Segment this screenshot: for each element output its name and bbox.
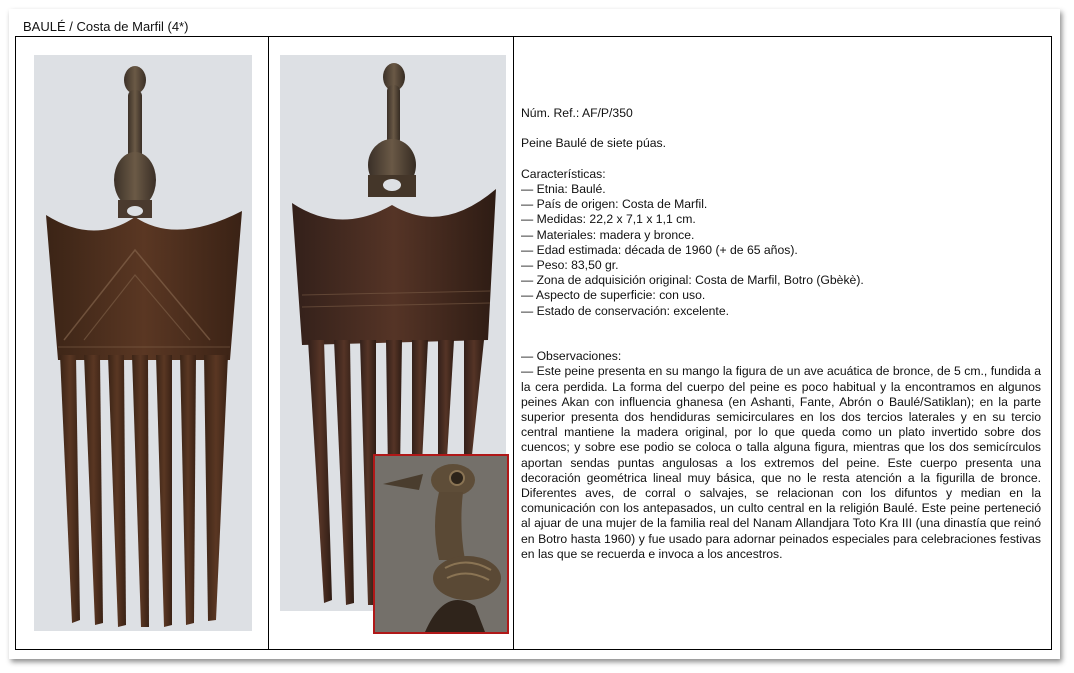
feature-item: — Medidas: 22,2 x 7,1 x 1,1 cm.	[521, 212, 696, 227]
item-name: Peine Baulé de siete púas.	[521, 136, 667, 151]
description-panel	[521, 106, 1041, 562]
feature-item: — Zona de adquisición original: Costa de Marfil, Botro (Gbèkè).	[521, 273, 864, 288]
features-heading: Características:	[521, 166, 606, 181]
column-divider	[513, 37, 514, 649]
feature-item: — Estado de conservación: excelente.	[521, 303, 729, 318]
comb-front-photo	[34, 55, 252, 631]
feature-item: — País de origen: Costa de Marfil.	[521, 197, 708, 212]
bird-detail-photo	[373, 454, 509, 634]
page-title: BAULÉ / Costa de Marfil (4*)	[23, 19, 189, 34]
feature-item: — Edad estimada: década de 1960 (+ de 65 años).	[521, 242, 798, 257]
feature-item: — Aspecto de superficie: con uso.	[521, 288, 706, 303]
bronze-bird-illustration	[375, 456, 507, 632]
observations-heading: — Observaciones:	[521, 349, 622, 364]
observations-text: — Este peine presenta en su mango la figura de un ave acuática de bronce, de 5 cm., fundida a la cera perdida. La forma del cuerpo del peine es poco habitual y la encontramos en algunos peines Akan con influencia ghanesa (en Ashanti, Fante, Abrón o Baulé/Satiklan); en la parte superior presenta dos hendiduras semicirculares en los dos tercios laterales y en su tercio central mantiene la madera original, por lo que queda como un plato invertido sobre dos cuencos; y sobre ese podio se coloca o talla alguna figura, mientras que los dos semicírculos aportan sendas puntas angulosas a los extremos del peine. Este cuerpo presenta una decoración geométrica lineal muy básica, que no le resta atención a la figurilla de bronce. Diferentes aves, de corral o salvajes, se relacionan con los difuntos y median en la comunicación con los antepasados, un culto central en la religión Baulé. Este peine perteneció al ajuar de una mujer de la familia real del Nanam Allandjara Toto Kra III (una dinastía que reinó en Botro hasta 1960) y fue usado para adornar peinados especiales para celebraciones festivas en las que se recuerda e invoca a los ancestros.	[521, 364, 1041, 561]
reference-number: Núm. Ref.: AF/P/350	[521, 106, 633, 120]
column-divider	[268, 37, 269, 649]
feature-item: — Peso: 83,50 gr.	[521, 258, 619, 272]
comb-front-illustration	[34, 55, 252, 631]
feature-item: — Materiales: madera y bronce.	[521, 227, 695, 242]
feature-item: — Etnia: Baulé.	[521, 181, 606, 196]
